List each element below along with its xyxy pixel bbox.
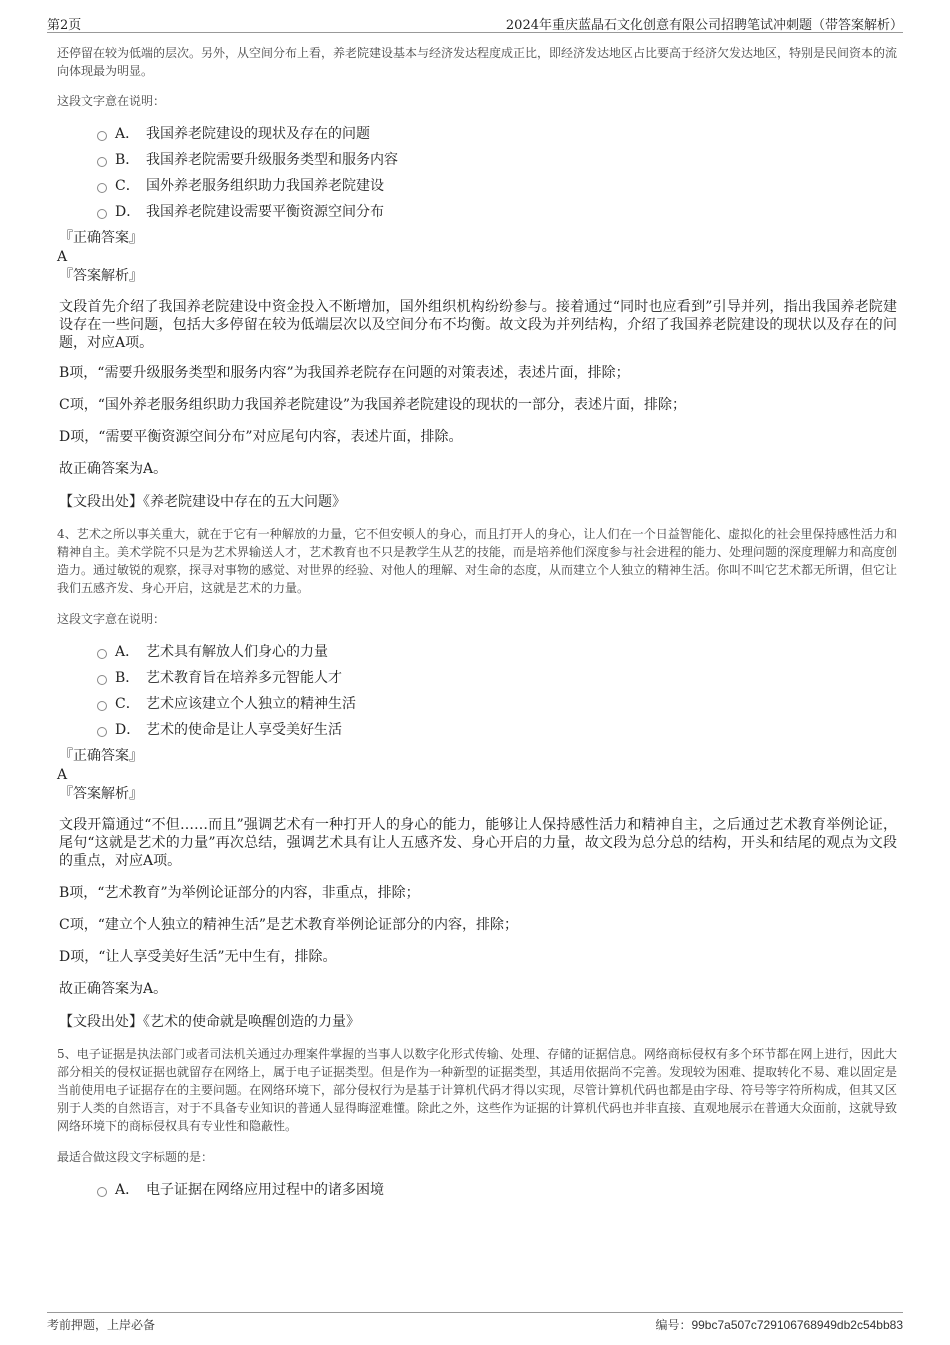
analysis-conclusion: 故正确答案为A。 — [59, 981, 168, 997]
analysis-paragraph: D项，“需要平衡资源空间分布”对应尾句内容，表述片面，排除。 — [59, 429, 463, 445]
option-b[interactable]: B． 我国养老院需要升级服务类型和服务内容 — [57, 147, 897, 173]
passage-source: 【文段出处】《养老院建设中存在的五大问题》 — [59, 494, 346, 510]
analysis-conclusion: 故正确答案为A。 — [59, 461, 168, 477]
question-5-prompt: 最适合做这段文字标题的是： — [57, 1150, 214, 1164]
correct-answer: A — [57, 767, 68, 783]
option-c[interactable]: C． 国外养老服务组织助力我国养老院建设 — [57, 173, 897, 199]
question-3-options — [57, 121, 897, 225]
radio-icon[interactable] — [97, 701, 107, 711]
analysis-label: 『答案解析』 — [59, 268, 143, 284]
page-footer — [47, 1312, 903, 1337]
analysis-paragraph: C项，“国外养老服务组织助力我国养老院建设”为我国养老院建设的现状的一部分，表述片面，排除； — [59, 397, 687, 413]
passage-source: 【文段出处】《艺术的使命就是唤醒创造的力量》 — [59, 1014, 360, 1030]
radio-icon[interactable] — [97, 727, 107, 737]
correct-answer-label: 『正确答案』 — [59, 230, 143, 246]
correct-answer-label: 『正确答案』 — [59, 748, 143, 764]
question-3-prompt: 这段文字意在说明： — [57, 94, 166, 108]
correct-answer: A — [57, 249, 68, 265]
document-title: 2024年重庆蓝晶石文化创意有限公司招聘笔试冲刺题（带答案解析） — [505, 18, 903, 33]
question-5-options — [57, 1177, 897, 1203]
analysis-paragraph: 文段开篇通过“不但……而且”强调艺术有一种打开人的身心的能力，能够让人保持感性活力和精神自主，之后通过艺术教育举例论证，尾句“这就是艺术的力量”再次总结，强调艺术具有让人五感齐发、身心开启的力量，故文段为总分总的结构，开头和结尾的观点为文段的重点，对应A项。 — [59, 817, 897, 869]
code-value: 99bc7a507c729106768949db2c54bb83 — [691, 1318, 903, 1332]
radio-icon[interactable] — [97, 131, 107, 141]
option-d[interactable]: D． 我国养老院建设需要平衡资源空间分布 — [57, 199, 897, 225]
option-a[interactable]: A． 电子证据在网络应用过程中的诸多困境 — [57, 1177, 897, 1203]
option-b[interactable]: B． 艺术教育旨在培养多元智能人才 — [57, 665, 897, 691]
radio-icon[interactable] — [97, 209, 107, 219]
analysis-paragraph: C项，“建立个人独立的精神生活”是艺术教育举例论证部分的内容，排除； — [59, 917, 519, 933]
analysis-paragraph: B项，“需要升级服务类型和服务内容”为我国养老院存在问题的对策表述，表述片面，排除； — [59, 365, 630, 381]
analysis-paragraph: B项，“艺术教育”为举例论证部分的内容，非重点，排除； — [59, 885, 420, 901]
footer-slogan: 考前押题，上岸必备 — [47, 1318, 156, 1332]
option-a[interactable]: A． 艺术具有解放人们身心的力量 — [57, 639, 897, 665]
document-code — [655, 1316, 903, 1333]
analysis-paragraph: D项，“让人享受美好生活”无中生有，排除。 — [59, 949, 337, 965]
code-label: 编号： — [655, 1318, 692, 1332]
document-body — [57, 44, 897, 1203]
question-4-prompt: 这段文字意在说明： — [57, 612, 166, 626]
option-d[interactable]: D． 艺术的使命是让人享受美好生活 — [57, 717, 897, 743]
radio-icon[interactable] — [97, 1187, 107, 1197]
analysis-paragraph: 文段首先介绍了我国养老院建设中资金投入不断增加，国外组织机构纷纷参与。接着通过“同时也应看到”引导并列，指出我国养老院建设存在一些问题，包括大多停留在较为低端层次以及空间分布不均衡。故文段为并列结构，介绍了我国养老院建设的现状以及存在的问题，对应A项。 — [59, 299, 897, 351]
radio-icon[interactable] — [97, 183, 107, 193]
question-4-options — [57, 639, 897, 743]
option-a[interactable]: A． 我国养老院建设的现状及存在的问题 — [57, 121, 897, 147]
question-5-passage: 5、电子证据是执法部门或者司法机关通过办理案件掌握的当事人以数字化形式传输、处理、存储的证据信息。网络商标侵权有多个环节都在网上进行，因此大部分相关的侵权证据也就留存在网络上，属于电子证据类型。但是作为一种新型的证据类型，其适用依据尚不完善。发现较为困难、提取转化不易、难以固定是当前使用电子证据存在的主要问题。在网络环境下，部分侵权行为是基于计算机代码才得以实现，尽管计算机代码也都是由字母、符号等字符所构成，但其又区别于人类的自然语言，对于不具备专业知识的普通人显得晦涩难懂。除此之外，这些作为证据的计算机代码也并非直接、直观地展示在普通大众面前，这就导致网络环境下的商标侵权具有专业性和隐蔽性。 — [57, 1047, 898, 1133]
question-3-passage: 还停留在较为低端的层次。另外，从空间分布上看，养老院建设基本与经济发达程度成正比，即经济发达地区占比要高于经济欠发达地区，特别是民间资本的流向体现最为明显。 — [57, 46, 898, 78]
page-header — [47, 12, 903, 33]
radio-icon[interactable] — [97, 675, 107, 685]
radio-icon[interactable] — [97, 157, 107, 167]
page-number: 第2页 — [47, 18, 82, 33]
analysis-label: 『答案解析』 — [59, 786, 143, 802]
question-4-passage: 4、艺术之所以事关重大，就在于它有一种解放的力量，它不但安顿人的身心，而且打开人的身心，让人们在一个日益智能化、虚拟化的社会里保持感性活力和精神自主。美术学院不只是为艺术界输送人才，艺术教育也不只是教学生从艺的技能，而是培养他们深度参与社会进程的能力、处理问题的深度理解力和高度创造力。通过敏锐的观察，探寻对事物的感觉、对世界的经验、对他人的理解、对生命的态度，从而建立个人独立的精神生活。你叫不叫它艺术都无所谓，但它让我们五感齐发、身心开启，这就是艺术的力量。 — [57, 527, 898, 595]
option-c[interactable]: C． 艺术应该建立个人独立的精神生活 — [57, 691, 897, 717]
radio-icon[interactable] — [97, 649, 107, 659]
